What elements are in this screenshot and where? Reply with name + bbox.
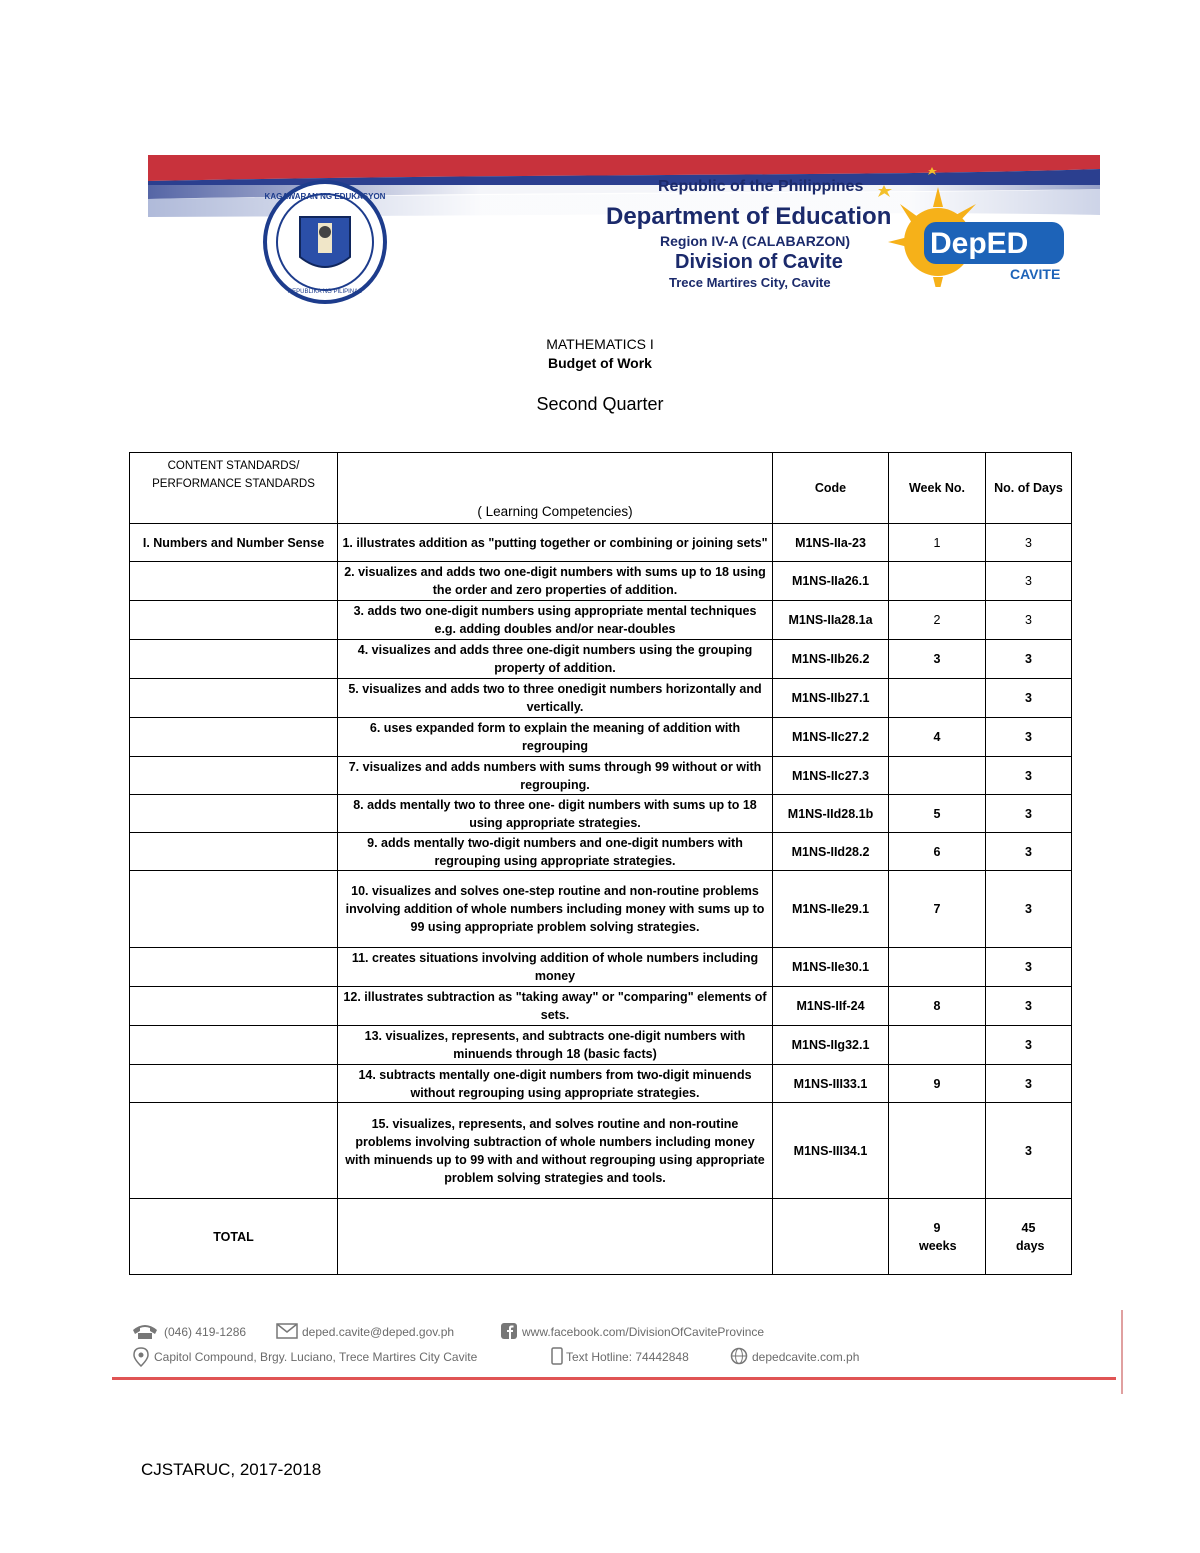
standard-cell [130, 640, 338, 679]
table-row [130, 1103, 1072, 1199]
standard-cell [130, 871, 338, 948]
competency-cell: 3. adds two one-digit numbers using appropriate mental techniques e.g. adding doubles and/or near-doubles [338, 601, 773, 640]
days-cell: 3 [986, 1103, 1072, 1199]
week-cell: 2 [889, 601, 986, 640]
days-cell: 3 [986, 833, 1072, 871]
logo-deped-text: DepED [930, 227, 1029, 260]
document-title: Budget of Work [548, 355, 652, 371]
code-cell: M1NS-IIb26.2 [773, 640, 889, 679]
phone-icon [130, 1322, 160, 1340]
code-cell: M1NS-IIc27.2 [773, 718, 889, 757]
standard-cell [130, 948, 338, 987]
days-cell: 3 [986, 987, 1072, 1026]
location-pin-icon [132, 1347, 150, 1367]
competency-cell: 11. creates situations involving addition of whole numbers including money [338, 948, 773, 987]
competency-cell: 9. adds mentally two-digit numbers and one-digit numbers with regrouping using appropriate strategies. [338, 833, 773, 871]
republic-line: Republic of the Philippines [658, 178, 864, 195]
days-cell: 3 [986, 795, 1072, 833]
standard-cell [130, 1065, 338, 1103]
days-cell: 3 [986, 871, 1072, 948]
table-row [130, 640, 1072, 679]
standard-cell [130, 601, 338, 640]
competency-cell: 4. visualizes and adds three one-digit numbers using the grouping property of addition. [338, 640, 773, 679]
header-standards: CONTENT STANDARDS/ PERFORMANCE STANDARDS [130, 453, 338, 524]
week-cell: 6 [889, 833, 986, 871]
code-cell: M1NS-IId28.1b [773, 795, 889, 833]
facebook-icon [501, 1323, 517, 1339]
code-cell: M1NS-IIe30.1 [773, 948, 889, 987]
days-cell: 3 [986, 948, 1072, 987]
footer-address: Capitol Compound, Brgy. Luciano, Trece Martires City Cavite [154, 1350, 478, 1364]
days-cell: 3 [986, 562, 1072, 601]
city-line: Trece Martires City, Cavite [669, 275, 831, 290]
footer [112, 1310, 1124, 1400]
header-code: Code [773, 453, 889, 524]
days-cell: 3 [986, 679, 1072, 718]
days-cell: 3 [986, 640, 1072, 679]
svg-text:KAGAWARAN NG EDUKASYON: KAGAWARAN NG EDUKASYON [264, 192, 386, 201]
total-days: 45 days [986, 1199, 1072, 1275]
standard-cell [130, 679, 338, 718]
week-cell: 4 [889, 718, 986, 757]
subject-title: MATHEMATICS I [546, 336, 654, 352]
competency-cell: 5. visualizes and adds two to three onedigit numbers horizontally and vertically. [338, 679, 773, 718]
week-cell: 9 [889, 1065, 986, 1103]
week-cell [889, 948, 986, 987]
week-cell [889, 757, 986, 795]
svg-text:REPUBLIKA NG PILIPINAS: REPUBLIKA NG PILIPINAS [287, 289, 363, 295]
region-line: Region IV-A (CALABARZON) [660, 233, 851, 249]
table-row [130, 1026, 1072, 1065]
table-header-row [130, 453, 1072, 524]
code-cell: M1NS-IIf-24 [773, 987, 889, 1026]
table-row [130, 718, 1072, 757]
table-row [130, 524, 1072, 562]
table-row [130, 987, 1072, 1026]
competency-cell: 14. subtracts mentally one-digit numbers from two-digit minuends without regrouping using appropriate strategies. [338, 1065, 773, 1103]
code-cell: M1NS-III33.1 [773, 1065, 889, 1103]
header-banner [148, 155, 1100, 315]
mobile-phone-icon [551, 1347, 563, 1365]
footer-side-line [1121, 1310, 1123, 1394]
table-row [130, 833, 1072, 871]
footer-divider [112, 1377, 1116, 1380]
week-cell: 8 [889, 987, 986, 1026]
footer-phone: (046) 419-1286 [164, 1325, 247, 1339]
globe-icon [730, 1347, 748, 1365]
division-line: Division of Cavite [675, 251, 843, 273]
code-cell: M1NS-IIa26.1 [773, 562, 889, 601]
total-row [130, 1199, 1072, 1275]
total-label: TOTAL [130, 1199, 338, 1275]
code-cell: M1NS-IIa28.1a [773, 601, 889, 640]
header-competencies: ( Learning Competencies) [338, 453, 773, 524]
days-cell: 3 [986, 601, 1072, 640]
department-line: Department of Education [606, 203, 892, 230]
competency-cell: 7. visualizes and adds numbers with sums through 99 without or with regrouping. [338, 757, 773, 795]
code-cell: M1NS-IId28.2 [773, 833, 889, 871]
total-weeks: 9 weeks [889, 1199, 986, 1275]
days-cell: 3 [986, 1065, 1072, 1103]
standard-cell [130, 987, 338, 1026]
table-row [130, 795, 1072, 833]
competency-cell: 15. visualizes, represents, and solves routine and non-routine problems involving subtraction of whole numbers including money with minuends up to 99 with and without regrouping using appropriate problem solving strategies and tools. [338, 1103, 773, 1199]
competency-cell: 6. uses expanded form to explain the meaning of addition with regrouping [338, 718, 773, 757]
days-cell: 3 [986, 757, 1072, 795]
budget-table [129, 452, 1072, 1275]
header-days: No. of Days [986, 453, 1072, 524]
author-signature: CJSTARUC, 2017-2018 [141, 1460, 322, 1479]
code-cell: M1NS-IIa-23 [773, 524, 889, 562]
footer-website[interactable]: depedcavite.com.ph [752, 1350, 860, 1364]
quarter-title: Second Quarter [536, 394, 664, 414]
total-empty [773, 1199, 889, 1275]
code-cell: M1NS-IIe29.1 [773, 871, 889, 948]
week-cell: 1 [889, 524, 986, 562]
standard-cell: I. Numbers and Number Sense [130, 524, 338, 562]
deped-cavite-logo-icon [868, 167, 1068, 287]
week-cell: 7 [889, 871, 986, 948]
table-row [130, 948, 1072, 987]
table-row [130, 679, 1072, 718]
standard-cell [130, 562, 338, 601]
competency-cell: 1. illustrates addition as "putting together or combining or joining sets" [338, 524, 773, 562]
code-cell: M1NS-IIb27.1 [773, 679, 889, 718]
table-row [130, 601, 1072, 640]
week-cell [889, 1026, 986, 1065]
total-empty [338, 1199, 773, 1275]
table-row [130, 757, 1072, 795]
footer-hotline: Text Hotline: 74442848 [566, 1350, 689, 1364]
competency-cell: 8. adds mentally two to three one- digit numbers with sums up to 18 using appropriate strategies. [338, 795, 773, 833]
code-cell: M1NS-IIg32.1 [773, 1026, 889, 1065]
week-cell [889, 679, 986, 718]
logo-cavite-text: CAVITE [1010, 266, 1061, 282]
code-cell: M1NS-III34.1 [773, 1103, 889, 1199]
code-cell: M1NS-IIc27.3 [773, 757, 889, 795]
standard-cell [130, 795, 338, 833]
standard-cell [130, 1103, 338, 1199]
week-cell [889, 1103, 986, 1199]
table-row [130, 562, 1072, 601]
competency-cell: 2. visualizes and adds two one-digit numbers with sums up to 18 using the order and zero properties of addition. [338, 562, 773, 601]
footer-email[interactable]: deped.cavite@deped.gov.ph [302, 1325, 455, 1339]
footer-facebook[interactable]: www.facebook.com/DivisionOfCaviteProvince [522, 1325, 765, 1339]
days-cell: 3 [986, 524, 1072, 562]
week-cell: 5 [889, 795, 986, 833]
days-cell: 3 [986, 718, 1072, 757]
competency-cell: 12. illustrates subtraction as "taking away" or "comparing" elements of sets. [338, 987, 773, 1026]
standard-cell [130, 1026, 338, 1065]
header-week: Week No. [889, 453, 986, 524]
competency-cell: 10. visualizes and solves one-step routine and non-routine problems involving addition of whole numbers including money with sums up to 99 using appropriate problem solving strategies. [338, 871, 773, 948]
email-icon [276, 1323, 298, 1339]
standard-cell [130, 757, 338, 795]
table-row [130, 871, 1072, 948]
competency-cell: 13. visualizes, represents, and subtracts one-digit numbers with minuends through 18 (basic facts) [338, 1026, 773, 1065]
week-cell: 3 [889, 640, 986, 679]
standard-cell [130, 718, 338, 757]
standard-cell [130, 833, 338, 871]
days-cell: 3 [986, 1026, 1072, 1065]
week-cell [889, 562, 986, 601]
table-row [130, 1065, 1072, 1103]
